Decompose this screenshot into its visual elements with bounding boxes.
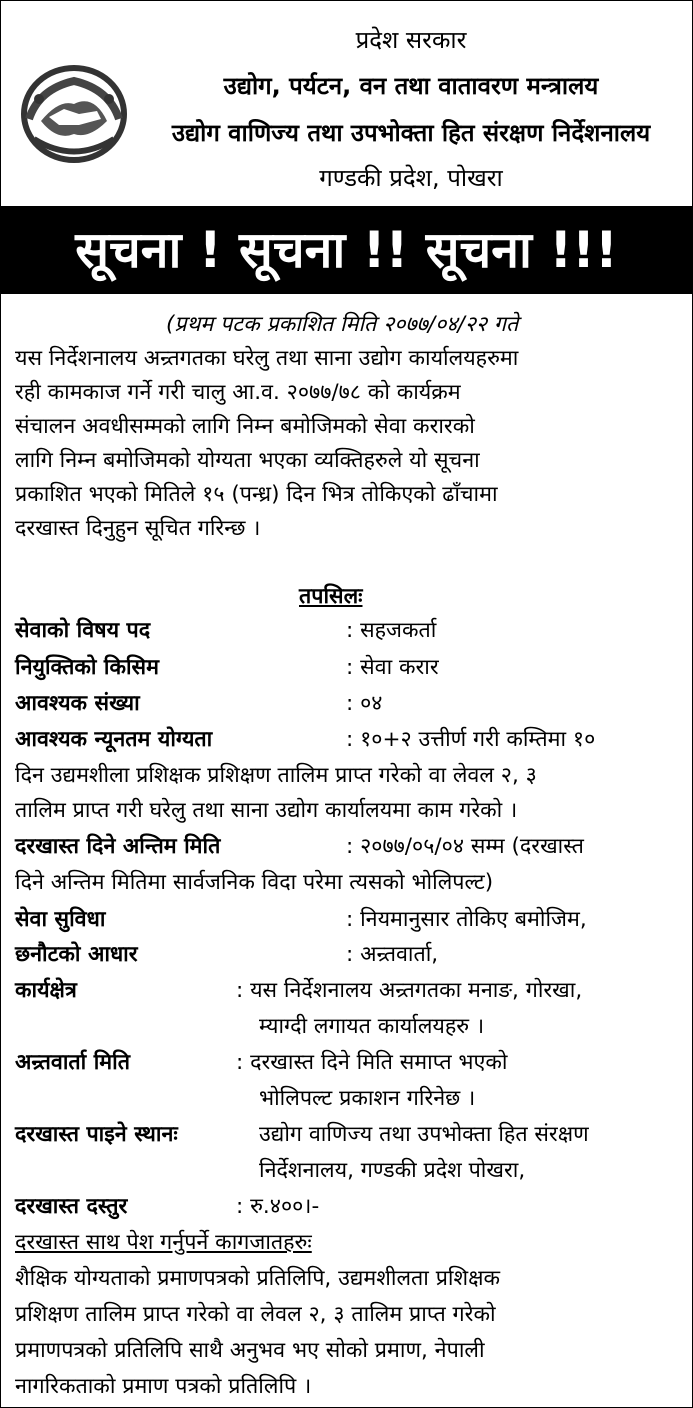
form-place-label: दरखास्त पाइने स्थानः <box>15 1122 178 1147</box>
qualification-label: आवश्यक न्यूनतम योग्यता <box>15 727 213 752</box>
facility-label: सेवा सुविधा <box>15 907 106 932</box>
documents-line: प्रमाणपत्रको प्रतिलिपि साथै अनुभव भए सोको प्रमाण, नेपाली <box>15 1338 485 1363</box>
intro-line: प्रकाशित भएको मितिले १५ (पन्ध्र) दिन भित्र तोकिएको ढाँचामा <box>15 482 498 507</box>
form-place-value: उद्योग वाणिज्य तथा उपभोक्ता हित संरक्षण <box>259 1122 589 1147</box>
schedule-heading: तपसिलः <box>299 584 363 609</box>
selection-basis-label: छनौटको आधार <box>15 942 138 967</box>
intro-line: दरखास्त दिनुहुन सूचित गरिन्छ । <box>15 516 261 541</box>
qualification-detail: तालिम प्राप्त गरी घरेलु तथा साना उद्योग कार्यालयमा काम गरेको । <box>15 798 518 823</box>
documents-heading: दरखास्त साथ पेश गर्नुपर्ने कागजातहरुः <box>15 1230 312 1255</box>
documents-line: शैक्षिक योग्यताको प्रमाणपत्रको प्रतिलिपि, उद्यमशीलता प्रशिक्षक <box>15 1266 501 1291</box>
ministry-name: उद्योग, पर्यटन, वन तथा वातावरण मन्त्रालय <box>223 72 599 100</box>
fee-value: : रु.४००।- <box>236 1194 320 1219</box>
qualification-detail: दिन उद्यमशीला प्रशिक्षक प्रशिक्षण तालिम प्राप्त गरेको वा लेवल २, ३ <box>15 763 537 788</box>
workplace-value: : यस निर्देशनालय अन्र्तगतका मनाङ, गोरखा, <box>236 978 583 1003</box>
deadline-detail: दिने अन्तिम मितिमा सार्वजनिक विदा परेमा त्यसको भोलिपल्ट) <box>15 870 494 895</box>
intro-line: रही कामकाज गर्ने गरी चालु आ.व. २०७७/७८ को कार्यक्रम <box>15 380 461 405</box>
appointment-type-label: नियुक्तिको किसिम <box>15 655 159 680</box>
intro-line: लागि निम्न बमोजिमको योग्यता भएका व्यक्तिहरुले यो सूचना <box>15 448 480 473</box>
interview-date-value: : दरखास्त दिने मिति समाप्त भएको <box>236 1050 508 1075</box>
required-count-value: : ०४ <box>346 691 383 716</box>
documents-line: नागरिकताको प्रमाण पत्रको प्रतिलिपि । <box>15 1374 312 1399</box>
required-count-label: आवश्यक संख्या <box>15 691 140 716</box>
fee-label: दरखास्त दस्तुर <box>15 1194 128 1219</box>
post-value: : सहजकर्ता <box>346 618 437 643</box>
notice-banner: सूचना ! सूचना !! सूचना !!! <box>1 206 692 294</box>
intro-line: यस निर्देशनालय अन्र्तगतका घरेलु तथा साना उद्योग कार्यालयहरुमा <box>15 346 519 371</box>
government-emblem-icon <box>19 59 129 169</box>
facility-value: : नियमानुसार तोकिए बमोजिम, <box>346 907 587 932</box>
intro-line: संचालन अवधीसम्मको लागि निम्न बमोजिमको सेवा करारको <box>15 414 475 439</box>
workplace-label: कार्यक्षेत्र <box>15 978 77 1003</box>
selection-basis-value: : अन्र्तवार्ता, <box>346 942 439 967</box>
interview-date-detail: भोलिपल्ट प्रकाशन गरिनेछ । <box>259 1086 476 1111</box>
qualification-value: : १०+२ उत्तीर्ण गरी कम्तिमा १० <box>346 727 596 752</box>
form-place-detail: निर्देशनालय, गण्डकी प्रदेश पोखरा, <box>259 1158 526 1183</box>
deadline-value: : २०७७/०५/०४ सम्म (दरखास्त <box>346 834 584 859</box>
documents-line: प्रशिक्षण तालिम प्राप्त गरेको वा लेवल २, ३ तालिम प्राप्त गरेको <box>15 1302 496 1327</box>
government-name: प्रदेश सरकार <box>355 26 467 54</box>
deadline-label: दरखास्त दिने अन्तिम मिति <box>15 834 221 859</box>
letterhead <box>1 1 692 206</box>
workplace-detail: म्याग्दी लगायत कार्यालयहरु । <box>259 1014 485 1039</box>
directorate-name: उद्योग वाणिज्य तथा उपभोक्ता हित संरक्षण निर्देशनालय <box>171 119 651 147</box>
published-date: (प्रथम पटक प्रकाशित मिति २०७७/०४/२२ गते <box>166 312 519 337</box>
appointment-type-value: : सेवा करार <box>346 655 439 680</box>
interview-date-label: अन्र्तवार्ता मिति <box>15 1050 130 1075</box>
office-location: गण्डकी प्रदेश, पोखरा <box>319 164 503 192</box>
post-label: सेवाको विषय पद <box>15 618 151 643</box>
